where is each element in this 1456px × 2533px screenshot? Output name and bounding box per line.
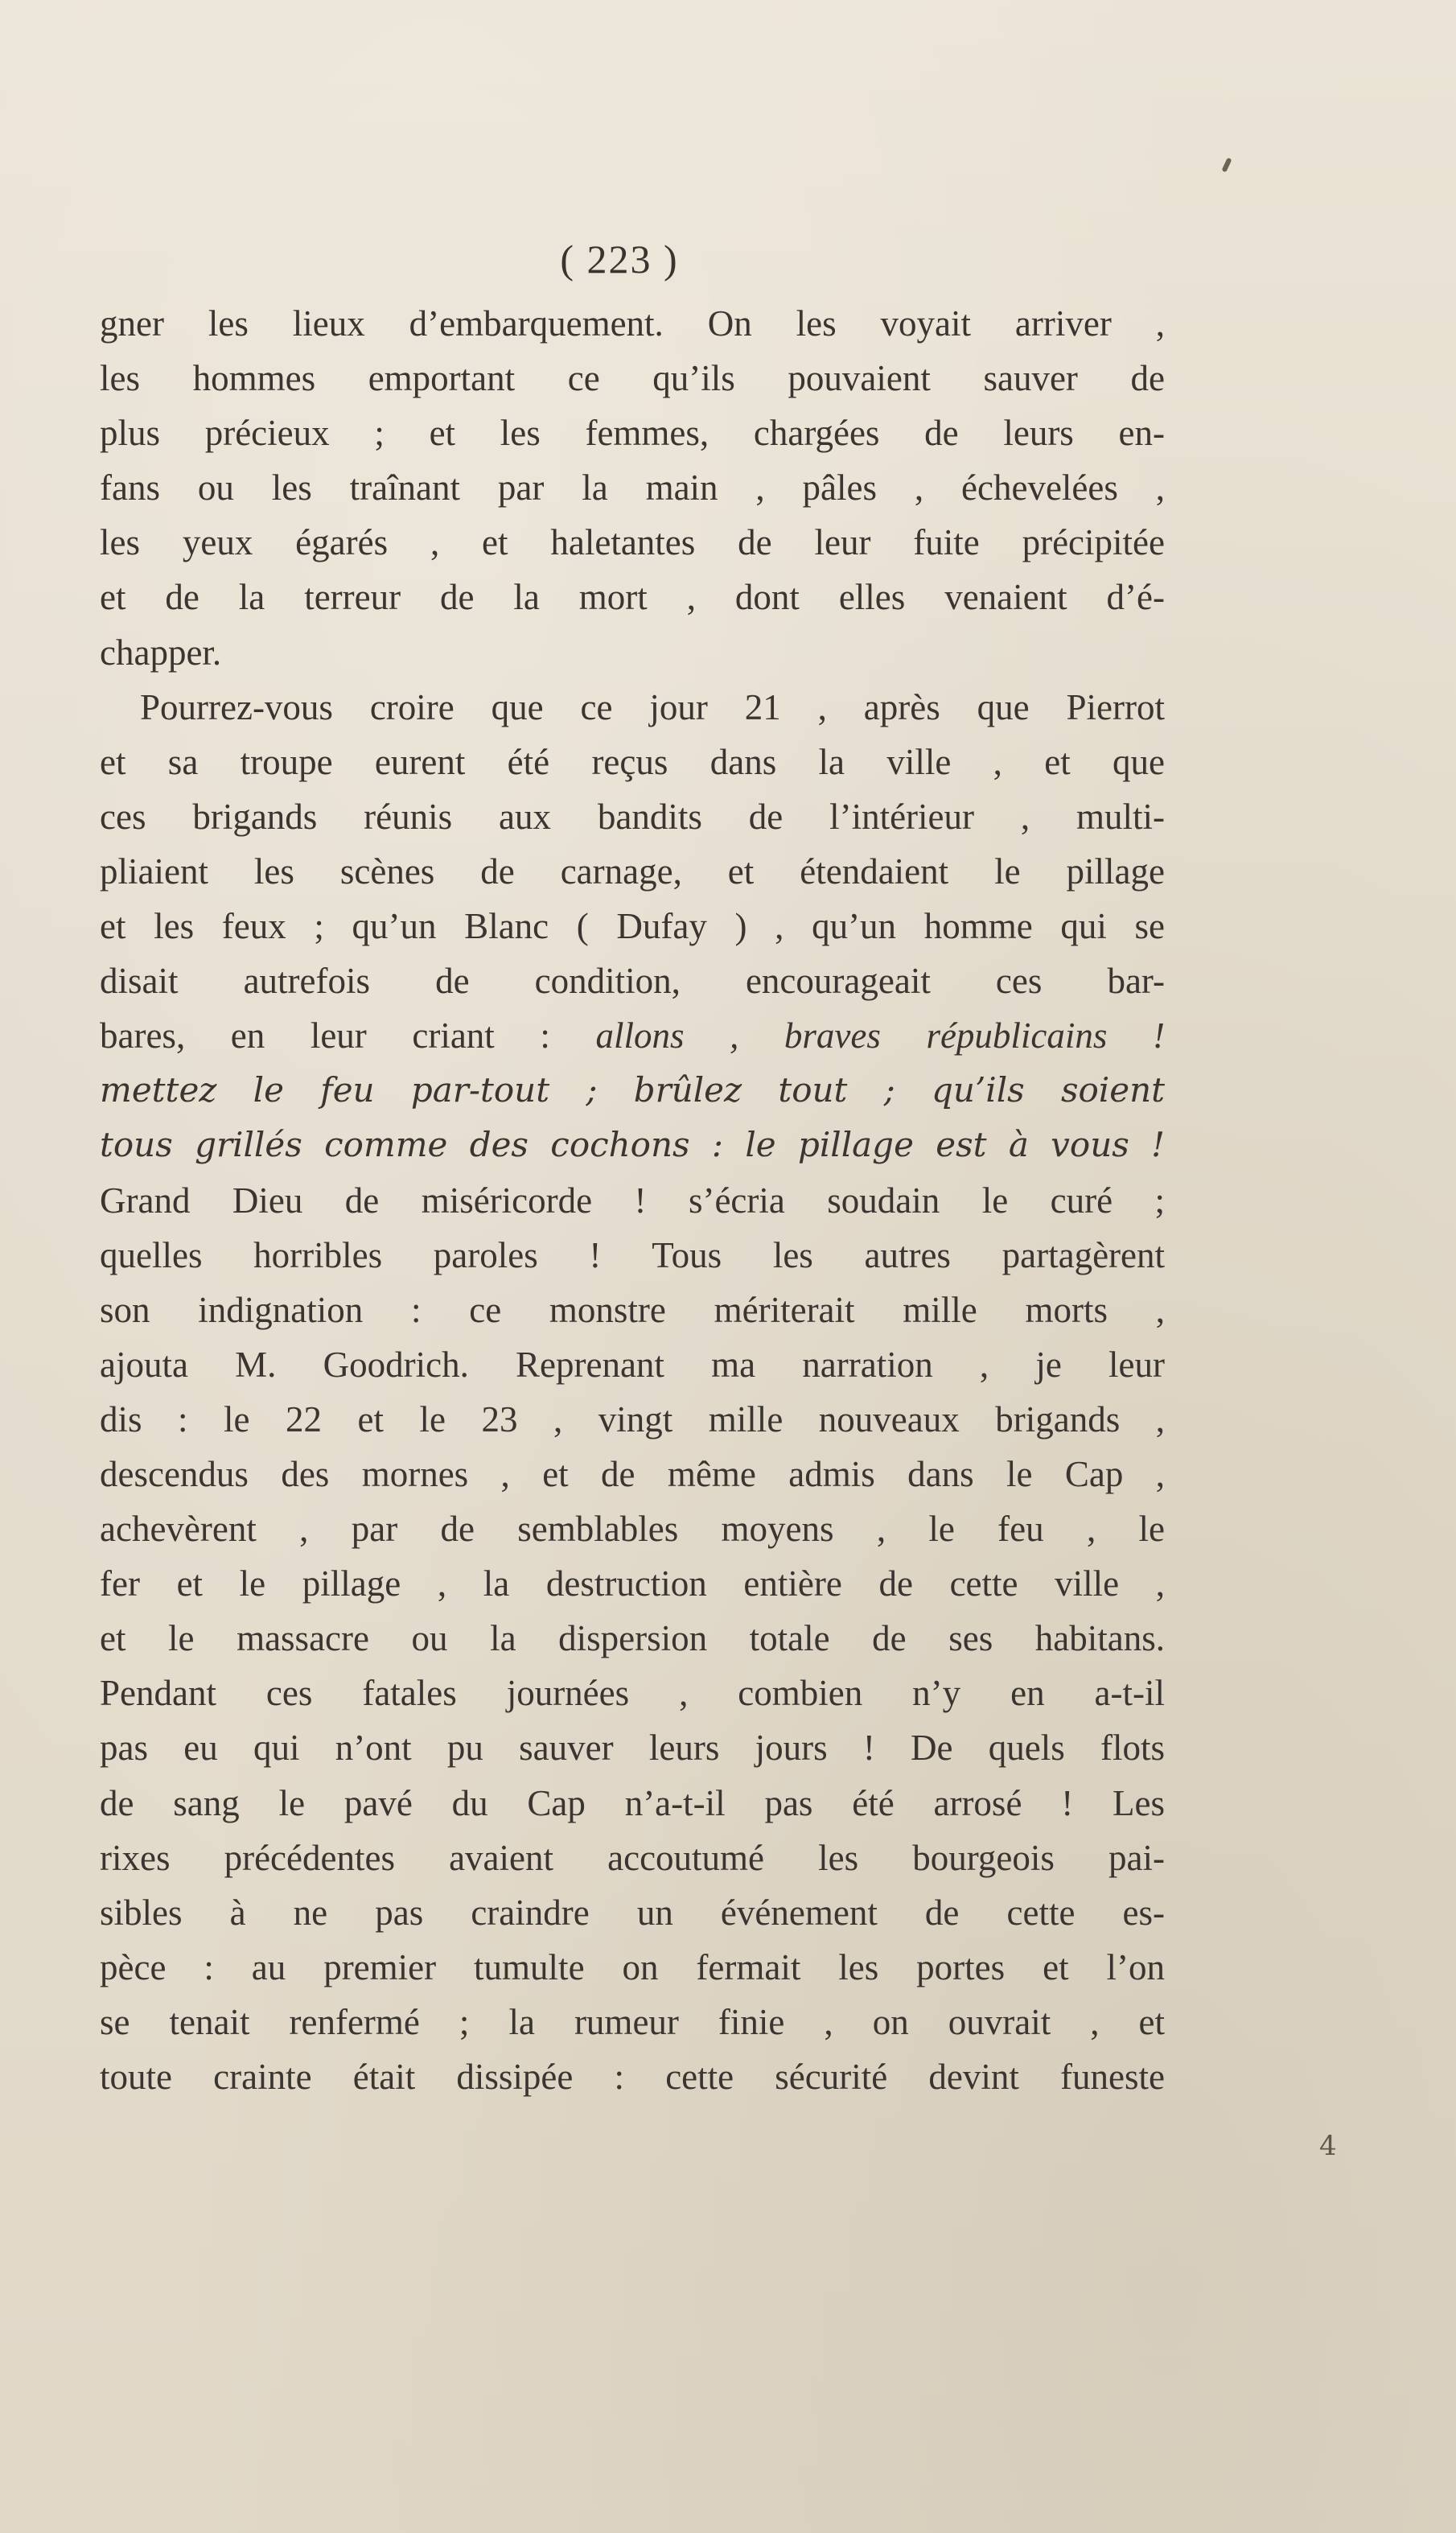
- text-line: toute crainte était dissipée : cette sécurité devint funeste: [100, 2057, 1165, 2097]
- text-line: son indignation : ce monstre mériterait mille morts ,: [100, 1289, 1165, 1330]
- text-line: rixes précédentes avaient accoutumé les bourgeois pai-: [100, 1837, 1165, 1878]
- text-roman: bares, en leur criant :: [100, 1015, 596, 1056]
- text-line: ajouta M. Goodrich. Reprenant ma narration , je leur: [100, 1344, 1165, 1385]
- text-line: gner les lieux d’embarquement. On les voyait arriver ,: [100, 303, 1165, 344]
- text-italic: allons , braves républicains !: [595, 1015, 1165, 1056]
- text-line: et le massacre ou la dispersion totale de ses habitans.: [100, 1618, 1165, 1659]
- text-line: de sang le pavé du Cap n’a-t-il pas été arrosé ! Les: [100, 1782, 1165, 1823]
- ink-mark: [1221, 158, 1232, 173]
- text-line: se tenait renfermé ; la rumeur finie , on ouvrait , et: [100, 2001, 1165, 2042]
- text-line-italic: mettez le feu par-tout ; brûlez tout ; qu’ils soient: [100, 1070, 1165, 1110]
- text-line-italic: tous grillés comme des cochons : le pillage est à vous !: [100, 1125, 1165, 1165]
- text-line: Grand Dieu de miséricorde ! s’écria soudain le curé ;: [100, 1180, 1165, 1221]
- text-line: et de la terreur de la mort , dont elles venaient d’é-: [100, 577, 1165, 618]
- text-line: fans ou les traînant par la main , pâles , échevelées ,: [100, 467, 1165, 509]
- body-text: [100, 296, 1165, 2104]
- text-line-mixed: [100, 1008, 1165, 1063]
- text-line: chapper.: [100, 632, 222, 673]
- text-line: sibles à ne pas craindre un événement de cette es-: [100, 1892, 1165, 1933]
- text-line: achevèrent , par de semblables moyens , le feu , le: [100, 1509, 1165, 1550]
- text-line: plus précieux ; et les femmes, chargées de leurs en-: [100, 413, 1165, 454]
- text-line: fer et le pillage , la destruction entière de cette ville ,: [100, 1563, 1165, 1604]
- text-line: Pourrez-vous croire que ce jour 21 , après que Pierrot: [140, 686, 1165, 727]
- text-line: ces brigands réunis aux bandits de l’intérieur , multi-: [100, 796, 1165, 837]
- text-line: quelles horribles paroles ! Tous les autres partagèrent: [100, 1234, 1165, 1275]
- text-line: pliaient les scènes de carnage, et étendaient le pillage: [100, 851, 1165, 892]
- page-number: ( 223 ): [560, 237, 679, 282]
- catchword: 4: [1319, 2130, 1337, 2162]
- text-line: et sa troupe eurent été reçus dans la ville , et que: [100, 741, 1165, 782]
- text-line: pas eu qui n’ont pu sauver leurs jours ! De quels flots: [100, 1728, 1165, 1769]
- text-line: les hommes emportant ce qu’ils pouvaient sauver de: [100, 358, 1165, 399]
- text-line: les yeux égarés , et haletantes de leur fuite précipitée: [100, 522, 1165, 563]
- text-line: pèce : au premier tumulte on fermait les portes et l’on: [100, 1946, 1165, 1987]
- text-line: dis : le 22 et le 23 , vingt mille nouveaux brigands ,: [100, 1398, 1165, 1439]
- text-line: et les feux ; qu’un Blanc ( Dufay ) , qu’un homme qui se: [100, 906, 1165, 947]
- text-line: descendus des mornes , et de même admis dans le Cap ,: [100, 1453, 1165, 1494]
- text-line: Pendant ces fatales journées , combien n’y en a-t-il: [100, 1673, 1165, 1714]
- text-line: disait autrefois de condition, encourageait ces bar-: [100, 961, 1165, 1002]
